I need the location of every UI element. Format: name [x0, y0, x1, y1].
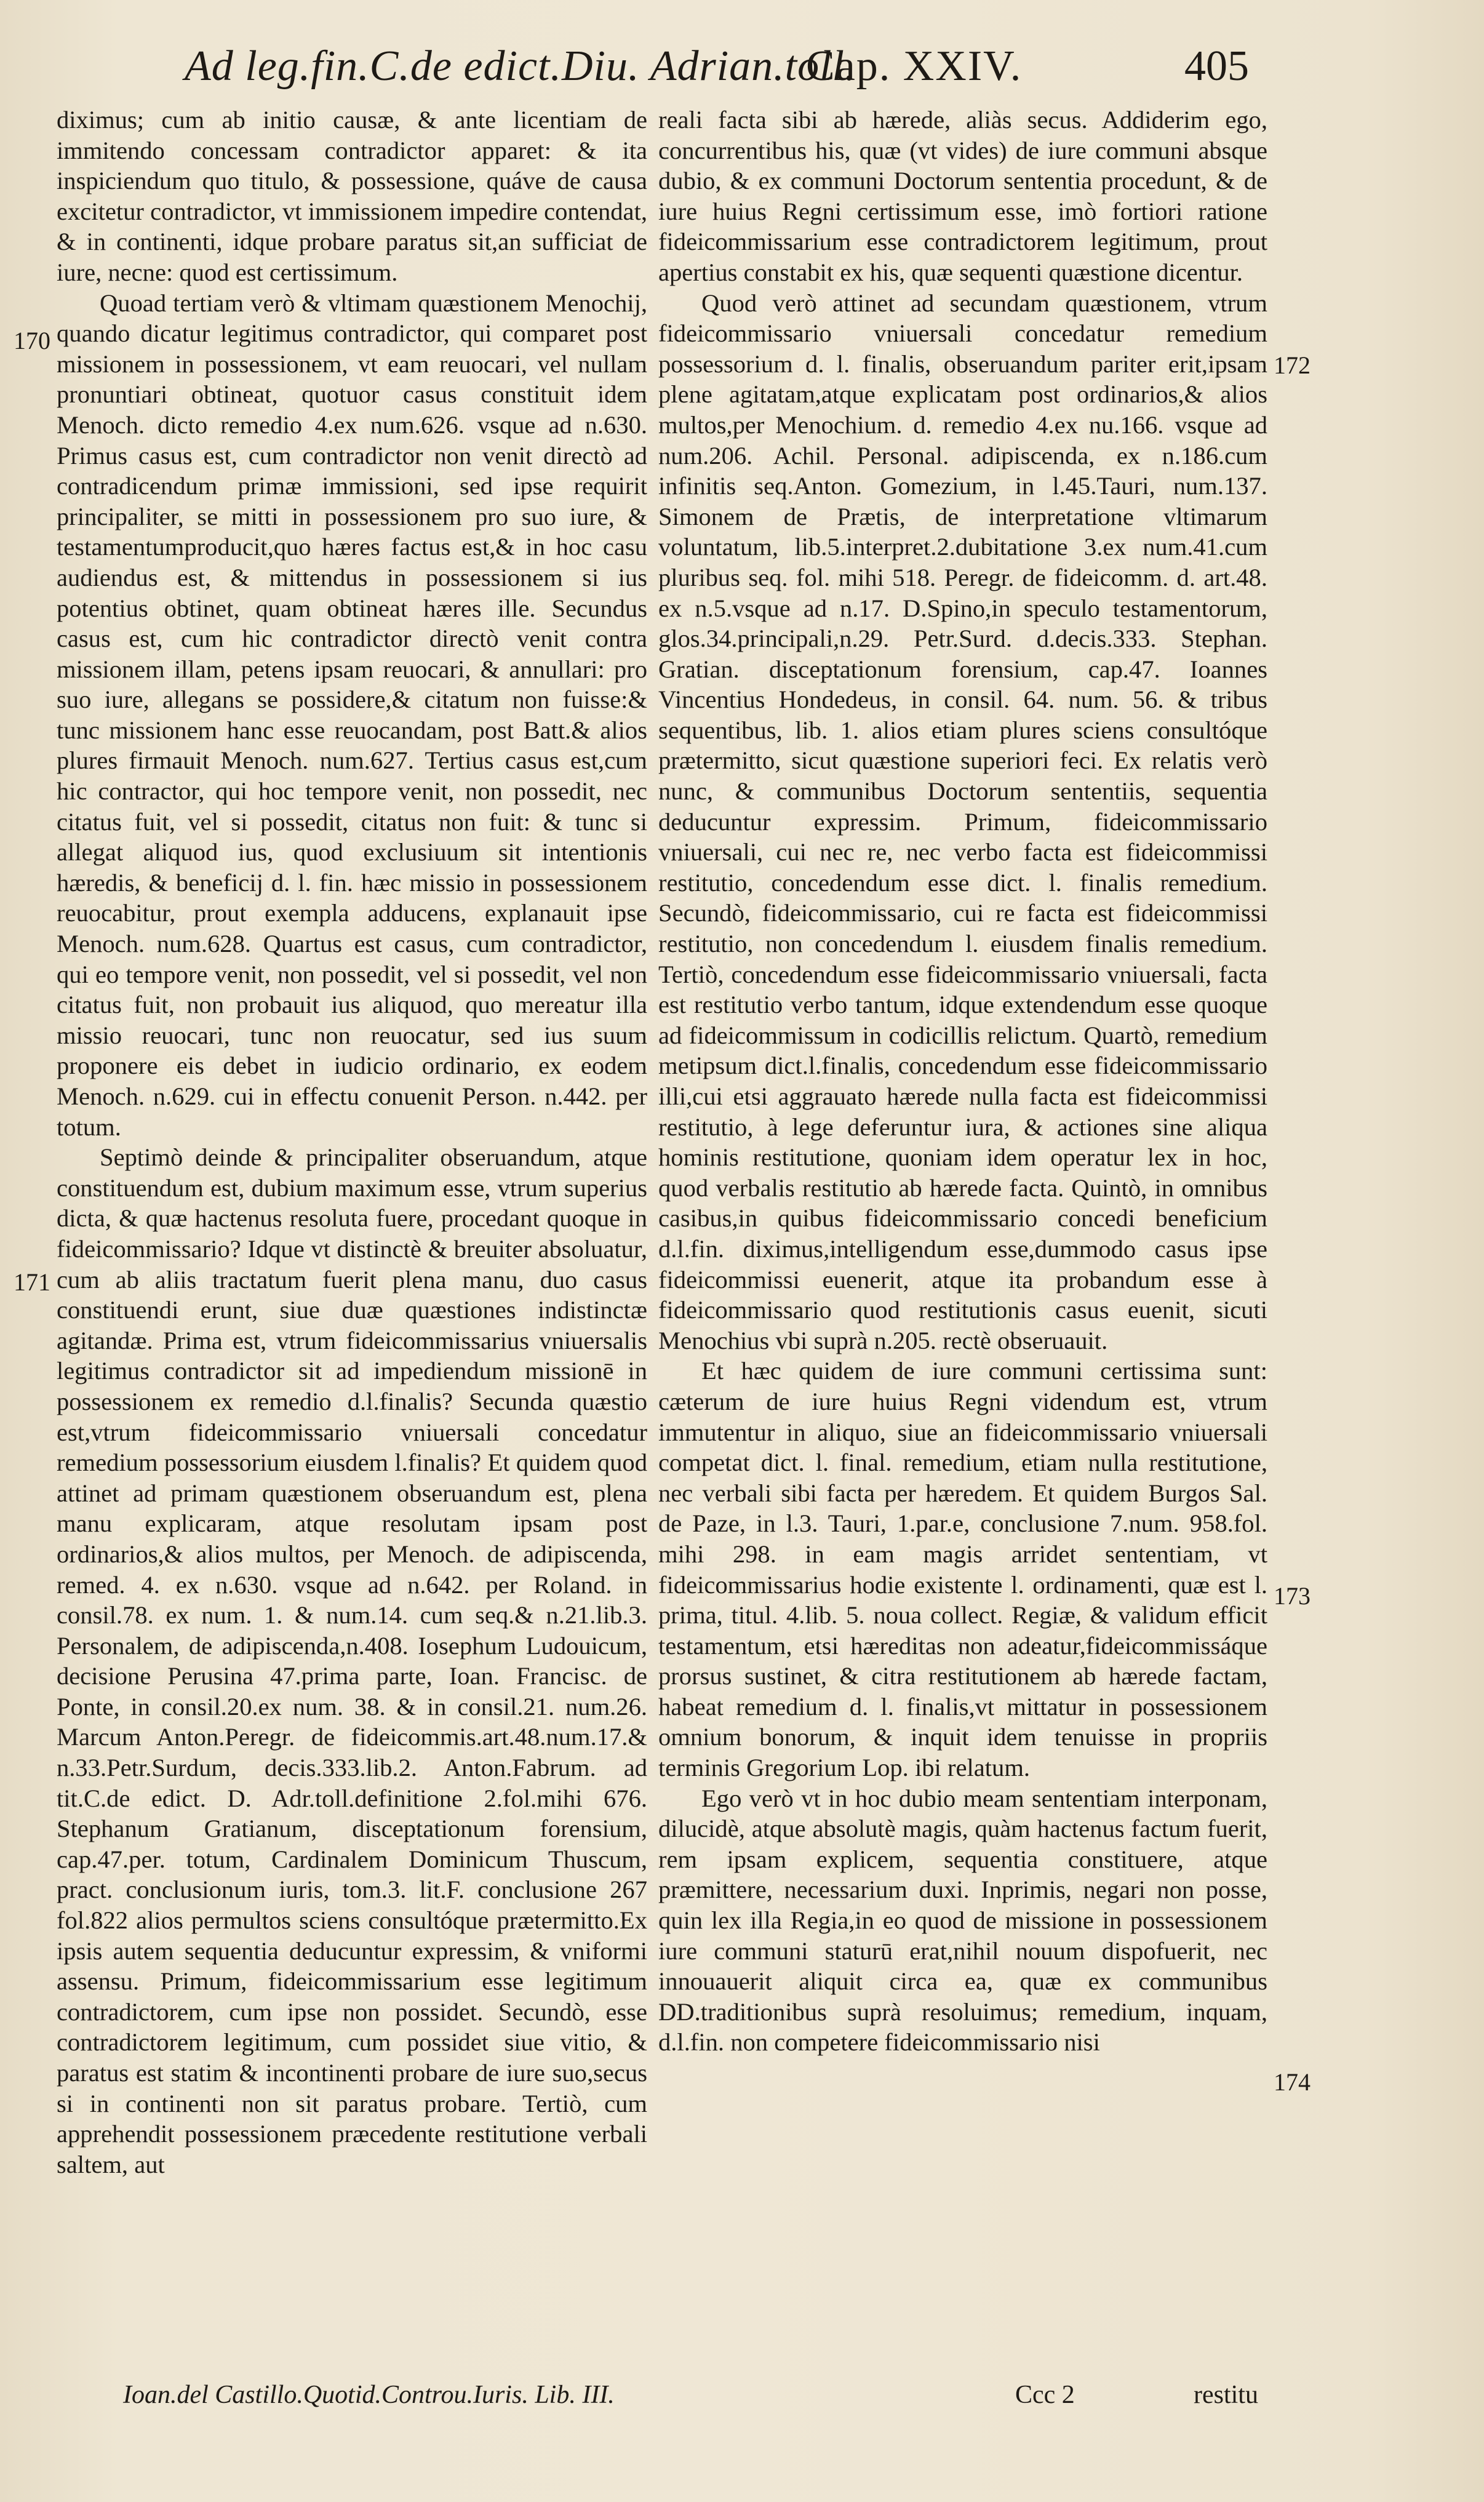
signature-mark: Ccc 2 — [1015, 2381, 1075, 2409]
margin-number: 170 — [14, 327, 50, 354]
paragraph: Septimò deinde & principaliter obseruandum, atque constituendum est, dubium maximum esse, vtrum superius dicta, & quæ hactenus resoluta fuere, procedant quoque in fideicommissario? Idque vt distinctè & breuiter absoluatur, cum ab aliis tractatum fuerit plena manu, duo casus constituendi erunt, siue duæ quæstiones indistinctæ agitandæ. Prima est, vtrum fideicommissarius vniuersalis legitimus contradictor sit ad impediendum missionē in possessionem ex remedio d.l.finalis? Secunda quæstio est,vtrum fideicommissario vniuersali concedatur remedium possessorium eiusdem l.finalis? Et quidem quod attinet ad primam quæstionem obseruandum est, plena manu explicaram, atque resolutam ipsam post ordinarios,& alios multos, per Menoch. de adipiscenda, remed. 4. ex n.630. vsque ad n.642. per Roland. in consil.78. ex num. 1. & num.14. cum seq.& n.21.lib.3. Personalem, de adipiscenda,n.408. Iosephum Ludouicum, decisione Perusina 47.prima parte, Ioan. Francisc. de Ponte, in consil.20.ex num. 38. & in consil.21. num.26. Marcum Anton.Peregr. de fideicommis.art.48.num.17.& n.33.Petr.Surdum, decis.333.lib.2. Anton.Fabrum. ad tit.C.de edict. D. Adr.toll.definitione 2.fol.mihi 676. Stephanum Gratianum, disceptationum forensium, cap.47.per. totum, Cardinalem Dominicum Thuscum, pract. conclusionum iuris, tom.3. lit.F. conclusione 267 fol.822 alios permultos sciens consultóque prætermitto.Ex ipsis autem sequentia deducuntur expressim, & vniformi assensu. Primum, fideicommissarium esse legitimum contradictorem, cum ipse non possidet. Secundò, esse contradictorem legitimum, cum possidet siue vitio, & paratus est statim & incontinenti probare de iure suo,secus si in continenti non sit paratus probare. Tertiò, cum apprehendit possessionem præcedente restitutione verbali saltem, aut — [57, 1143, 647, 2178]
margin-number: 172 — [1274, 351, 1310, 379]
paragraph: diximus; cum ab initio causæ, & ante licentiam de immitendo concessam contradictor apparet: & ita inspiciendum quo titulo, & possessione, quáve de causa excitetur contradictor, vt immissionem impedire contendat, & in continenti, idque probare paratus sit,an sufficiat de iure, necne: quod est certissimum. — [57, 106, 647, 286]
right-column — [658, 105, 1267, 2058]
catchword: restitu — [1194, 2381, 1258, 2409]
margin-number: 171 — [14, 1268, 50, 1296]
paragraph: Quoad tertiam verò & vltimam quæstionem Menochij, quando dicatur legitimus contradictor, qui comparet post missionem in possessionem, vt eam reuocari, vel nullam pronuntiari obtineat, quotuor casus constituit idem Menoch. dicto remedio 4.ex num.626. vsque ad n.630. Primus casus est, cum contradictor non venit directò ad contradicendum primæ immissioni, sed ipse requirit principaliter, se mitti in possessionem pro suo iure, & testamentumproducit,quo hæres factus est,& in hoc casu audiendus est, & mittendus in possessionem si ius potentius obtinet, quam obtineat hæres ille. Secundus casus est, cum hic contradictor directò venit contra missionem illam, petens ipsam reuocari, & annullari: pro suo iure, allegans se possidere,& citatum non fuisse:& tunc missionem hanc esse reuocandam, post Batt.& alios plures firmauit Menoch. num.627. Tertius casus est,cum hic contractor, qui hoc tempore venit, non possedit, nec citatus fuit, vel si possedit, citatus non fuit: & tunc si allegat aliquod ius, quod exclusiuum sit intentionis hæredis, & beneficij d. l. fin. hæc missio in possessionem reuocabitur, prout exempla adducens, explanauit ipse Menoch. num.628. Quartus est casus, cum contradictor, qui eo tempore venit, non possedit, vel si possedit, vel non citatus fuit, non probauit ius aliquod, quo mereatur illa missio reuocari, tunc non reuocatur, sed ius suum proponere eis debet in iudicio ordinario, ex eodem Menoch. n.629. cui in effectu conuenit Person. n.442. per totum. — [57, 289, 647, 1141]
paragraph: Quod verò attinet ad secundam quæstionem, vtrum fideicommissario vniuersali concedatur remedium possessorium d. l. finalis, obseruandum pariter erit,ipsam plene agitatam,atque explicatam post ordinarios,& alios multos,per Menochium. d. remedio 4.ex nu.166. vsque ad num.206. Achil. Personal. adipiscenda, ex n.186.cum infinitis seq.Anton. Gomezium, in l.45.Tauri, num.137. Simonem de Prætis, de interpretatione vltimarum voluntatum, lib.5.interpret.2.dubitatione 3.ex num.41.cum pluribus seq. fol. mihi 518. Peregr. de fideicomm. d. art.48. ex n.5.vsque ad n.17. D.Spino,in speculo testamentorum, glos.34.principali,n.29. Petr.Surd. d.decis.333. Stephan. Gratian. disceptationum forensium, cap.47. Ioannes Vincentius Hondedeus, in consil. 64. num. 56. & tribus sequentibus, lib. 1. alios etiam plures sciens consultóque prætermitto, sicut quæstione superiori feci. Ex relatis verò nunc, & communibus Doctorum sententiis, sequentia deducuntur expressim. Primum, fideicommissario vniuersali, cui nec re, nec verbo facta est fideicommissi restitutio, concedendum esse dict. l. finalis remedium. Secundò, fideicommissario, cui re facta est fideicommissi restitutio, non concedendum l. eiusdem finalis remedium. Tertiò, concedendum esse fideicommissario vniuersali, facta est restitutio verbo tantum, idque extendendum esse quoque ad fideicommissum in codicillis relictum. Quartò, remedium metipsum dict.l.finalis, concedendum esse fideicommissario illi,cui etsi aggrauato hærede nulla facta est fideicommissi restitutio, à lege deferuntur iura, & actiones sine aliqua hominis restitutione, quoniam idem operatur lex in hoc, quod verbalis restitutio ab hærede facta. Quintò, in omnibus casibus,in quibus fideicommissario concedi beneficium d.l.fin. diximus,intelligendum esse,dummodo casus ipse fideicommissi euenerit, atque ita probandum esse à fideicommissario quod restitutionis casus euenit, sicuti Menochius vbi suprà n.205. rectè obseruauit. — [658, 289, 1267, 1354]
chapter-label: Cap. XXIV. — [806, 42, 1023, 90]
running-title: Ad leg.fin.C.de edict.Diu. Adrian.toll. — [185, 42, 856, 90]
paragraph: Ego verò vt in hoc dubio meam sententiam interponam, dilucidè, atque absolutè magis, quàm hactenus factum fuerit, rem ipsam explicem, sequentia constituere, atque præmittere, necessarium duxi. Inprimis, negari non posse, quin lex illa Regia,in eo quod de missione in possessionem iure communi staturū erat,nihil nouum dispofuerit, nec innouauerit aliquit circa ea, quæ ex communibus DD.traditionibus suprà resoluimus; remedium, inquam, d.l.fin. non competere fideicommissario nisi — [658, 1784, 1267, 2056]
left-column — [57, 105, 647, 2180]
page-number: 405 — [1184, 42, 1249, 90]
page-header — [185, 42, 1249, 97]
paragraph: reali facta sibi ab hærede, aliàs secus. Addiderim ego, concurrentibus his, quæ (vt vides) de iure communi absque dubio, & ex communi Doctorum sententia procedunt, & de iure huius Regni certissimum esse, imò fortiori ratione fideicommissarium esse contradictorem legitimum, prout apertius constabit ex his, quæ sequenti quæstione dicentur. — [658, 106, 1267, 286]
paragraph: Et hæc quidem de iure communi certissima sunt: cæterum de iure huius Regni videndum est, vtrum immutentur in aliquo, siue an fideicommissario vniuersali competat dict. l. final. remedium, etiam nulla restitutione, nec verbali sibi facta per hæredem. Et quidem Burgos Sal. de Paze, in l.3. Tauri, 1.par.e, conclusione 7.num. 958.fol. mihi 298. in eam magis arridet sententiam, vt fideicommissarius hodie existente l. ordinamenti, quæ est l. prima, titul. 4.lib. 5. noua collect. Regiæ, & validum efficit testamentum, etsi hæreditas non adeatur,fideicommissáque prorsus sustinet, & citra restitutionem ab hærede factam, habeat remedium d. l. finalis,vt mittatur in possessionem omnium bonorum, & inquit idem tenuisse in propriis terminis Gregorium Lop. ibi relatum. — [658, 1357, 1267, 1782]
footer-source: Ioan.del Castillo.Quotid.Controu.Iuris. Lib. III. — [123, 2381, 615, 2409]
margin-number: 174 — [1274, 2068, 1310, 2096]
margin-number: 173 — [1274, 1582, 1310, 1610]
